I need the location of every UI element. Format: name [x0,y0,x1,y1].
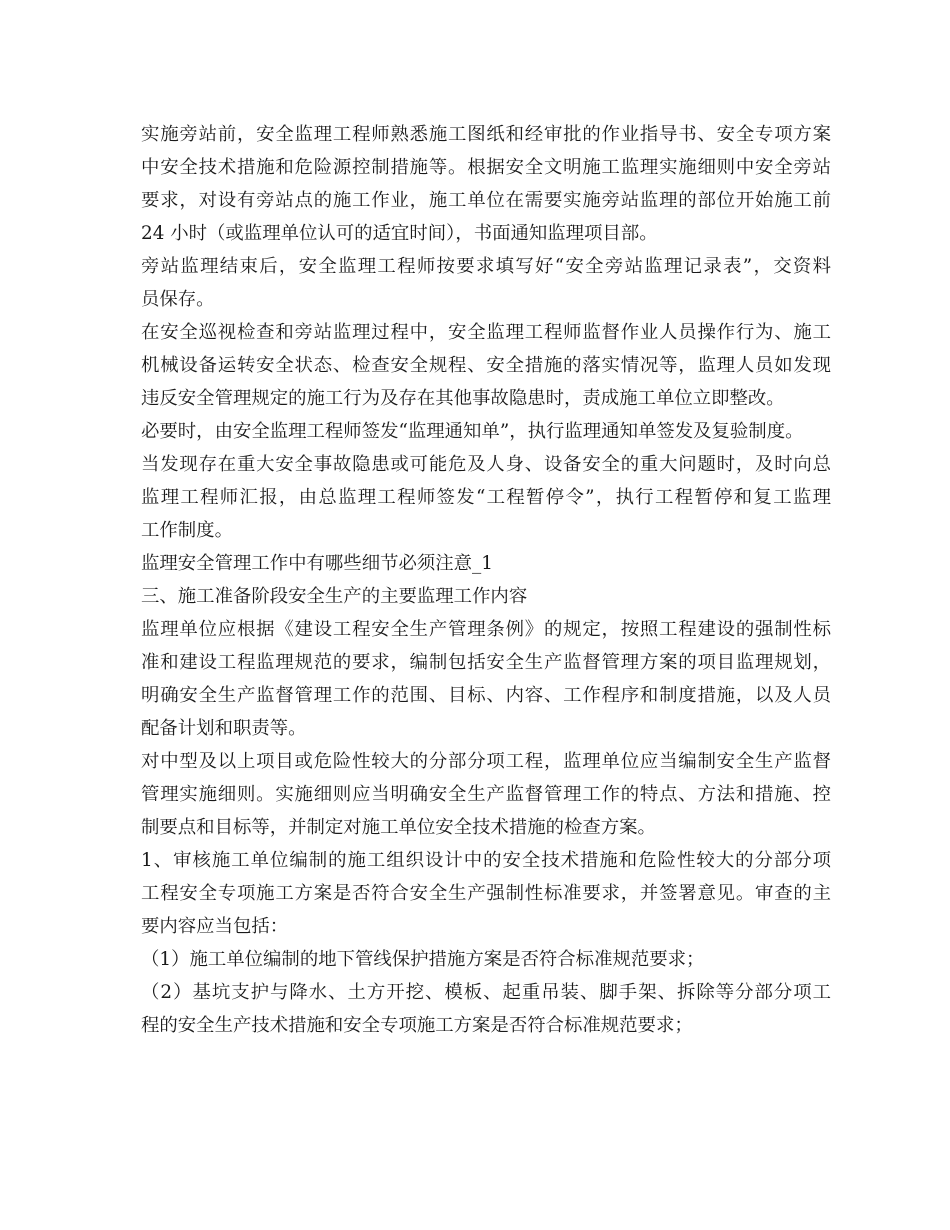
paragraph-major-hazard [141,448,831,547]
text-line: 制要点和目标等，并制定对施工单位安全技术措施的检查方案。 [141,817,656,838]
paragraph-inspection [141,316,831,415]
text-line: 实施旁站前，安全监理工程师熟悉施工图纸和经审批的作业指导书、安全专项方案 [141,124,831,145]
text-line: 三、施工准备阶段安全生产的主要监理工作内容 [141,586,528,607]
paragraph-supervision-plan [141,613,831,745]
text-line: （1）施工单位编制的地下管线保护措施方案是否符合标准规范要求； [141,949,705,970]
text-line: 1、审核施工单位编制的施工组织设计中的安全技术措施和危险性较大的分部分项 [141,850,831,871]
text-line: 工作制度。 [141,520,233,541]
text-line: （2）基坑支护与降水、土方开挖、模板、起重吊装、脚手架、拆除等分部分项工 [141,982,831,1003]
text-line: 违反安全管理规定的施工行为及存在其他事故隐患时，责成施工单位立即整改。 [141,388,785,409]
section-heading [141,580,831,613]
text-line: 机械设备运转安全状态、检查安全规程、安全措施的落实情况等，监理人员如发现 [141,355,831,376]
paragraph-subitem-2 [141,976,831,1042]
text-line: 程的安全生产技术措施和安全专项施工方案是否符合标准规范要求； [141,1015,693,1036]
section-subtitle [141,547,831,580]
text-line: 监理安全管理工作中有哪些细节必须注意_1 [141,553,493,574]
text-line: 24 小时（或监理单位认可的适宜时间），书面通知监理项目部。 [141,223,658,244]
text-line: 中安全技术措施和危险源控制措施等。根据安全文明施工监理实施细则中安全旁站 [141,157,831,178]
text-line: 旁站监理结束后，安全监理工程师按要求填写好“安全旁站监理记录表”，交资料 [141,256,831,277]
text-line: 配备计划和职责等。 [141,718,307,739]
text-line: 在安全巡视检查和旁站监理过程中，安全监理工程师监督作业人员操作行为、施工 [141,322,831,343]
text-line: 监理单位应根据《建设工程安全生产管理条例》的规定，按照工程建设的强制性标 [141,619,831,640]
text-line: 准和建设工程监理规范的要求，编制包括安全生产监督管理方案的项目监理规划， [141,652,831,673]
text-line: 工程安全专项施工方案是否符合安全生产强制性标准要求，并签署意见。审查的主 [141,883,831,904]
text-line: 要求，对设有旁站点的施工作业，施工单位在需要实施旁站监理的部位开始施工前 [141,190,831,211]
text-line: 对中型及以上项目或危险性较大的分部分项工程，监理单位应当编制安全生产监督 [141,751,831,772]
paragraph-subitem-1 [141,943,831,976]
paragraph-implementation-rules [141,745,831,844]
text-line: 监理工程师汇报，由总监理工程师签发“工程暂停令”，执行工程暂停和复工监理 [141,487,831,508]
paragraph-item-1 [141,844,831,943]
text-line: 必要时，由安全监理工程师签发“监理通知单”，执行监理通知单签发及复验制度。 [141,421,804,442]
text-line: 员保存。 [141,289,215,310]
document-body [141,118,831,1042]
text-line: 要内容应当包括： [141,916,289,937]
text-line: 明确安全生产监督管理工作的范围、目标、内容、工作程序和制度措施，以及人员 [141,685,831,706]
paragraph-sidestation-prep [141,118,831,250]
text-line: 管理实施细则。实施细则应当明确安全生产监督管理工作的特点、方法和措施、控 [141,784,831,805]
paragraph-notice [141,415,831,448]
paragraph-sidestation-end [141,250,831,316]
text-line: 当发现存在重大安全事故隐患或可能危及人身、设备安全的重大问题时，及时向总 [141,454,831,475]
